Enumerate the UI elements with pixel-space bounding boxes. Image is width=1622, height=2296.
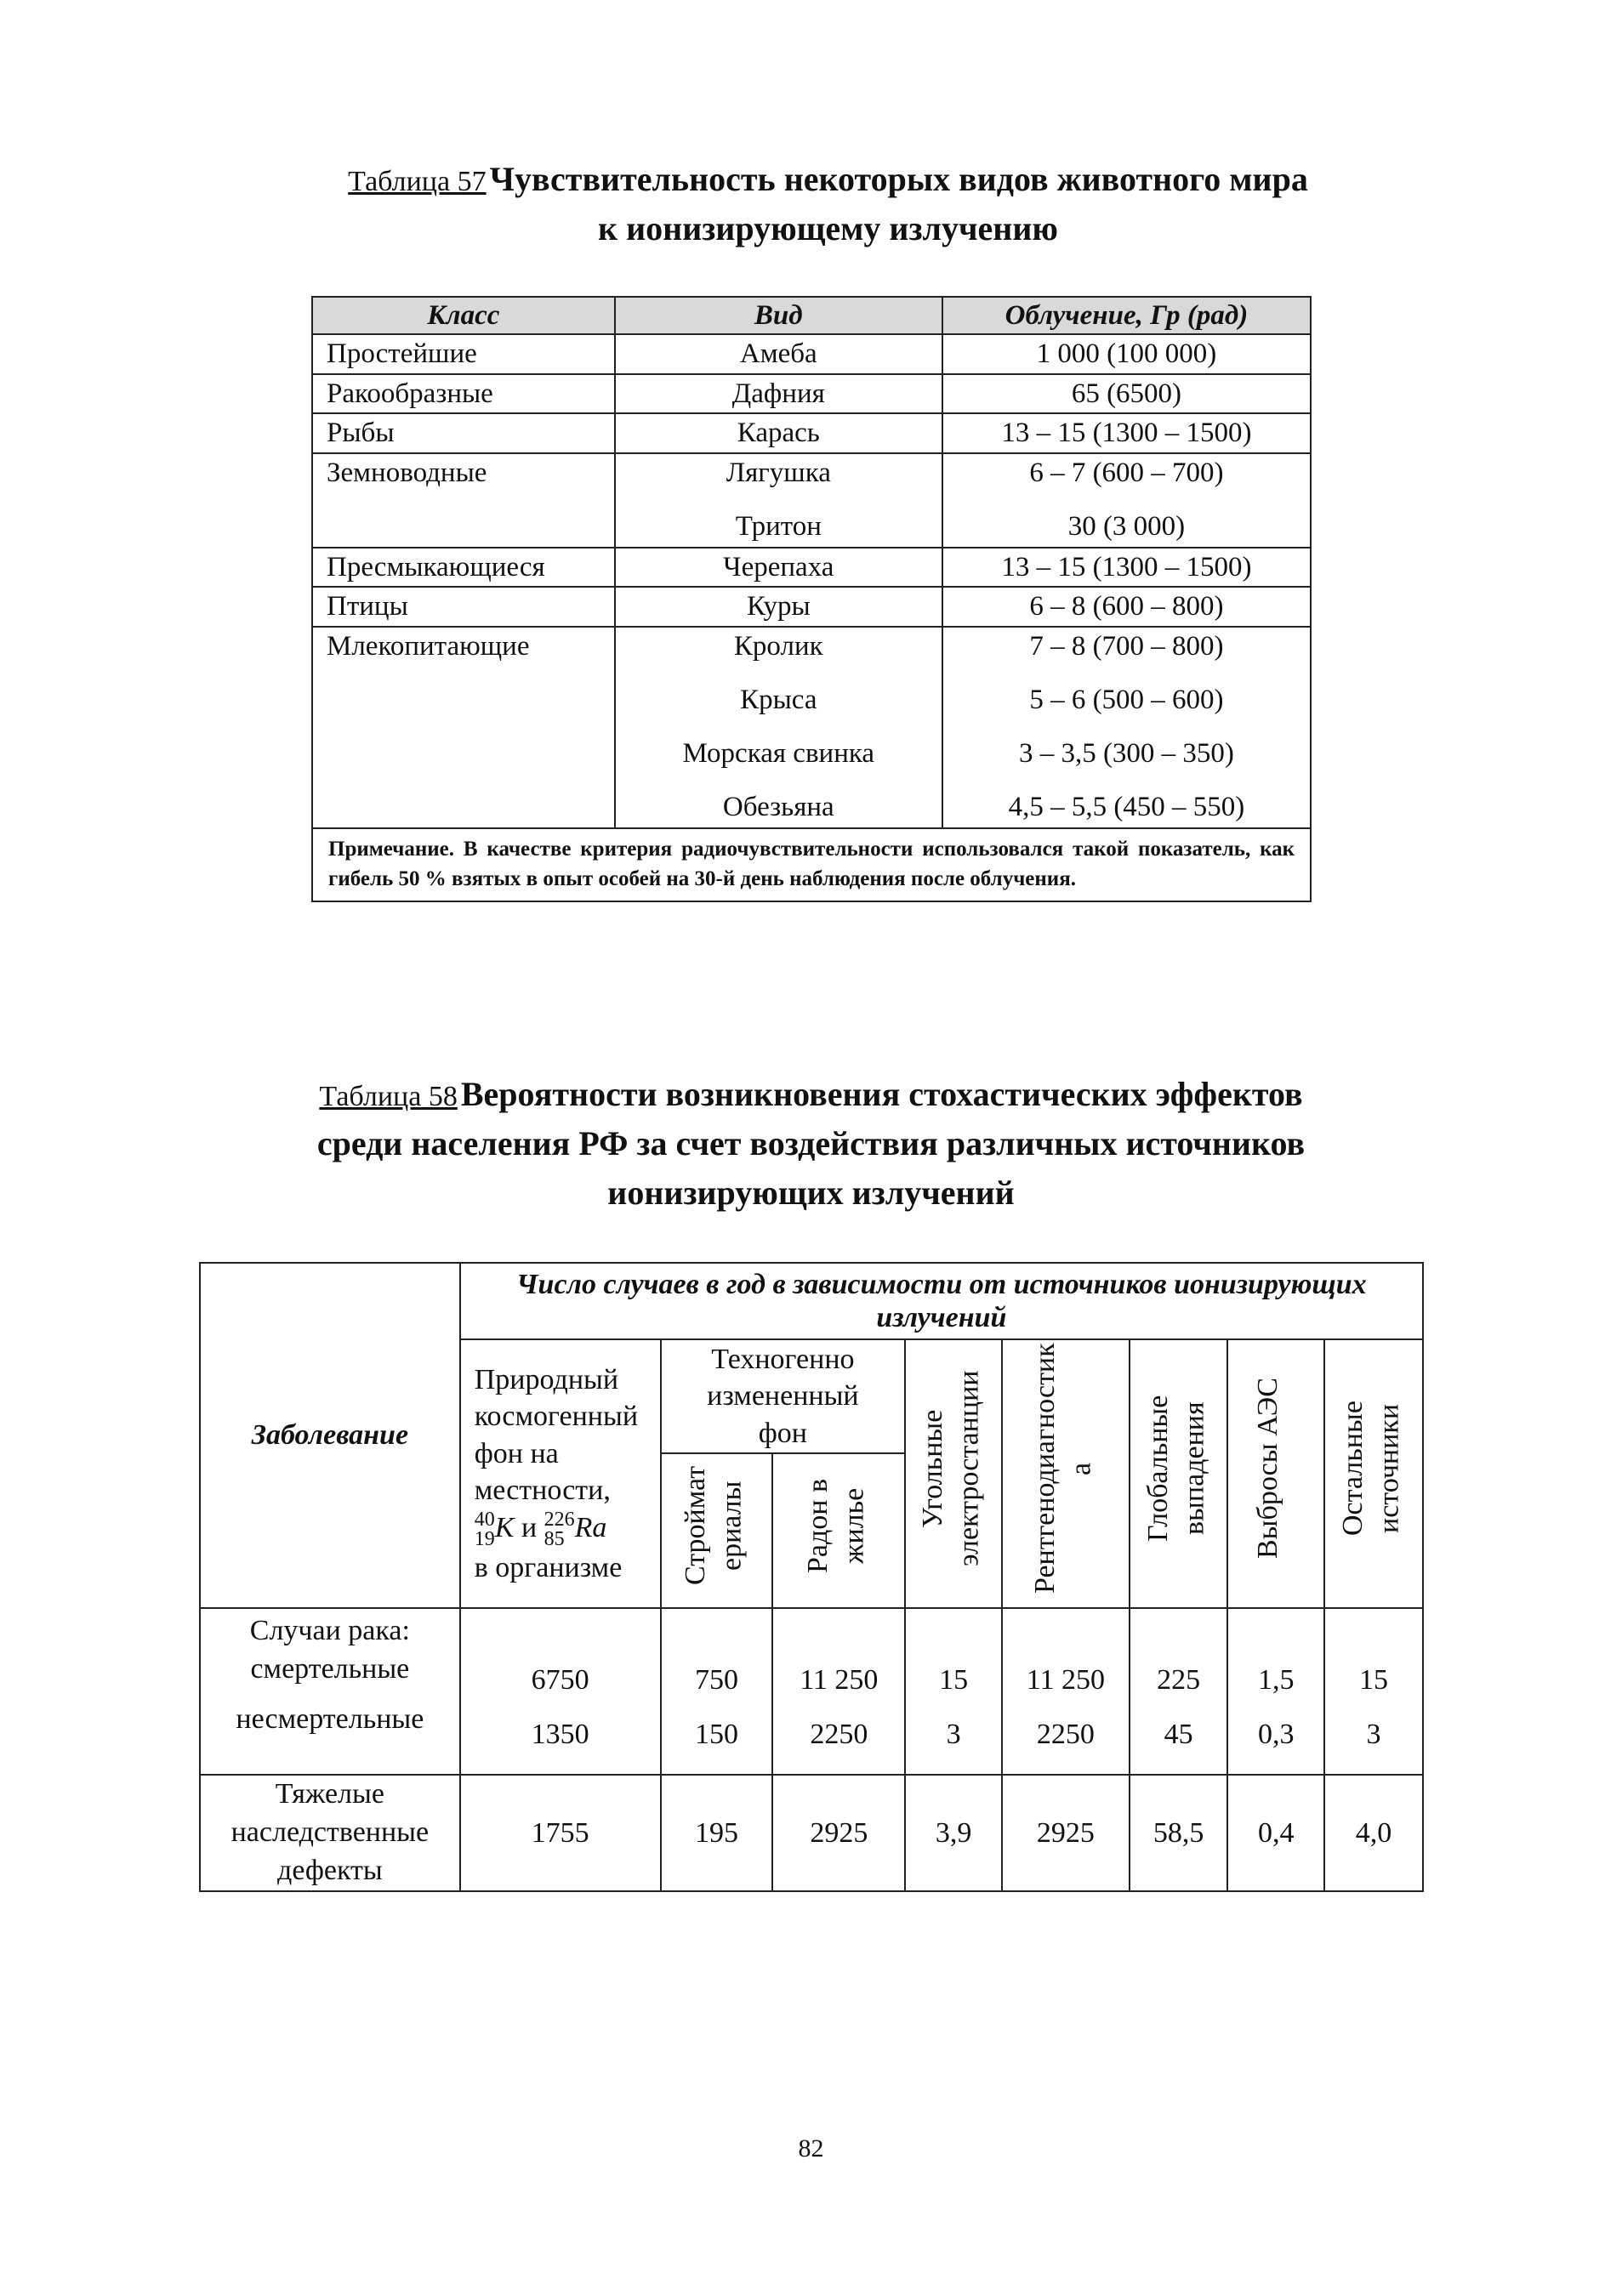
nonfatal-value: 0,3 (1258, 1719, 1295, 1750)
k-symbol: K (494, 1511, 515, 1543)
k-atomic-number: 19 (474, 1527, 495, 1550)
header-disease: Заболевание (200, 1263, 460, 1608)
species-cell (615, 453, 942, 548)
cancer-cell (1227, 1608, 1324, 1775)
hereditary-label: Тяжелые наследственные дефекты (200, 1775, 460, 1891)
header-xray: Рентгенодиагностика (1002, 1339, 1130, 1608)
dose-value: 6 – 7 (600 – 700) (1029, 457, 1224, 488)
species-cell (615, 627, 942, 828)
fatal-value: 11 250 (800, 1664, 879, 1696)
species-name: Лягушка (726, 457, 831, 488)
table57-caption (0, 155, 1622, 253)
species-name: Тритон (735, 510, 822, 542)
fatal-value: 15 (939, 1664, 969, 1696)
table57-header-dose: Облучение, Гр (рад) (942, 297, 1311, 334)
cancer-cell (905, 1608, 1002, 1775)
species-cell: Амеба (615, 334, 942, 374)
header-other: Остальные источники (1324, 1339, 1423, 1608)
hereditary-value: 195 (661, 1775, 773, 1891)
dose-value: 5 – 6 (500 – 600) (1029, 684, 1224, 715)
fatal-value: 750 (694, 1664, 738, 1696)
dose-cell (942, 453, 1311, 548)
nonfatal-value: 1350 (531, 1719, 589, 1750)
header-group: Число случаев в год в зависимости от источников ионизирующих излучений (460, 1263, 1423, 1339)
and-text: и (514, 1511, 544, 1543)
cancer-cell (661, 1608, 773, 1775)
header-building: Стройматериалы (661, 1453, 773, 1608)
page-number: 82 (798, 2134, 824, 2162)
class-cell: Простейшие (312, 334, 615, 374)
dose-cell: 6 – 8 (600 – 800) (942, 587, 1311, 627)
species-name: Кролик (733, 630, 823, 662)
nonfatal-value: 3 (1366, 1719, 1381, 1750)
dose-cell: 65 (6500) (942, 374, 1311, 414)
table57-header-row (312, 297, 1311, 334)
table-row (312, 627, 1311, 828)
dose-value: 4,5 – 5,5 (450 – 550) (1008, 791, 1245, 822)
table58 (199, 1262, 1424, 1892)
table57-header-class: Класс (312, 297, 615, 334)
table-row (312, 453, 1311, 548)
ra-mass-number: 226 (544, 1509, 575, 1532)
header-technogenic: Техногенно измененный фон (661, 1339, 906, 1453)
species-cell: Дафния (615, 374, 942, 414)
fatal-value: 1,5 (1258, 1664, 1295, 1696)
header-natural-text2: в организме (474, 1551, 623, 1583)
header-natural-text1: Природный космогенный фон на местности, (474, 1363, 639, 1507)
ra-symbol: Ra (574, 1511, 607, 1543)
hereditary-value: 3,9 (905, 1775, 1002, 1891)
fatal-value: 225 (1157, 1664, 1201, 1696)
class-cell: Рыбы (312, 413, 615, 453)
hereditary-value: 1755 (460, 1775, 661, 1891)
dose-value: 7 – 8 (700 – 800) (1029, 630, 1224, 662)
table-row (200, 1608, 1423, 1775)
cancer-cell (1130, 1608, 1228, 1775)
class-cell: Пресмыкающиеся (312, 548, 615, 588)
table58-title-line1: Вероятности возникновения стохастических эффектов (460, 1075, 1303, 1113)
ra-atomic-number: 85 (544, 1527, 565, 1550)
table58-caption (0, 1070, 1622, 1218)
fatal-value: 15 (1359, 1664, 1389, 1696)
cancer-cell (772, 1608, 905, 1775)
header-radon: Радон в жилье (772, 1453, 905, 1608)
table-row (312, 374, 1311, 414)
table57-header-species: Вид (615, 297, 942, 334)
cancer-cell (1002, 1608, 1130, 1775)
k-mass-number: 40 (474, 1509, 495, 1532)
hereditary-value: 4,0 (1324, 1775, 1423, 1891)
header-natural (460, 1339, 661, 1608)
hereditary-value: 2925 (772, 1775, 905, 1891)
hereditary-value: 58,5 (1130, 1775, 1228, 1891)
table58-title-line3: ионизирующих излучений (607, 1174, 1015, 1212)
nonfatal-value: 150 (694, 1719, 738, 1750)
header-coal: Угольные электростанции (905, 1339, 1002, 1608)
class-cell: Млекопитающие (312, 627, 615, 828)
table57-note-row (312, 828, 1311, 901)
row-cancer-label (200, 1608, 460, 1775)
table58-title-line2: среди населения РФ за счет воздействия различных источников (316, 1124, 1306, 1162)
table57-title-line1: Чувствительность некоторых видов животного мира (489, 160, 1308, 198)
table-row (200, 1775, 1423, 1891)
dose-cell: 13 – 15 (1300 – 1500) (942, 548, 1311, 588)
nonfatal-value: 45 (1164, 1719, 1193, 1750)
table-row (312, 548, 1311, 588)
header-global: Глобальные выпадения (1130, 1339, 1228, 1608)
table58-label: Таблица 58 (319, 1081, 458, 1112)
class-cell: Земноводные (312, 453, 615, 548)
fatal-label: смертельные (250, 1652, 410, 1685)
cancer-cell (1324, 1608, 1423, 1775)
table57-note: Примечание. В качестве критерия радиочувствительности использовался такой показатель, как гибель 50 % взятых в опыт особей на 30-й день наблюдения после облучения. (312, 828, 1311, 901)
class-cell: Ракообразные (312, 374, 615, 414)
header-npp: Выбросы АЭС (1227, 1339, 1324, 1608)
table-row (312, 334, 1311, 374)
species-cell: Черепаха (615, 548, 942, 588)
cancer-cell (460, 1608, 661, 1775)
class-cell: Птицы (312, 587, 615, 627)
table58-header-row-1 (200, 1263, 1423, 1339)
species-name: Обезьяна (722, 791, 834, 822)
hereditary-value: 0,4 (1227, 1775, 1324, 1891)
nonfatal-value: 3 (946, 1719, 961, 1750)
dose-cell (942, 627, 1311, 828)
dose-value: 3 – 3,5 (300 – 350) (1018, 737, 1234, 769)
nonfatal-value: 2250 (1036, 1719, 1095, 1750)
nonfatal-label: несмертельные (236, 1702, 424, 1735)
dose-value: 30 (3 000) (1067, 510, 1186, 542)
fatal-value: 6750 (531, 1664, 589, 1696)
cancer-label: Случаи рака: (249, 1615, 410, 1646)
table57-label: Таблица 57 (348, 166, 487, 197)
hereditary-value: 2925 (1002, 1775, 1130, 1891)
species-name: Крыса (740, 684, 817, 715)
potassium-isotope (474, 1509, 607, 1550)
table57-title-line2: к ионизирующему излучению (598, 209, 1058, 247)
species-cell: Куры (615, 587, 942, 627)
species-name: Морская свинка (682, 737, 875, 769)
table57 (311, 296, 1312, 902)
fatal-value: 11 250 (1026, 1664, 1105, 1696)
species-cell: Карась (615, 413, 942, 453)
table-row (312, 587, 1311, 627)
table-row (312, 413, 1311, 453)
dose-cell: 13 – 15 (1300 – 1500) (942, 413, 1311, 453)
nonfatal-value: 2250 (810, 1719, 868, 1750)
dose-cell: 1 000 (100 000) (942, 334, 1311, 374)
